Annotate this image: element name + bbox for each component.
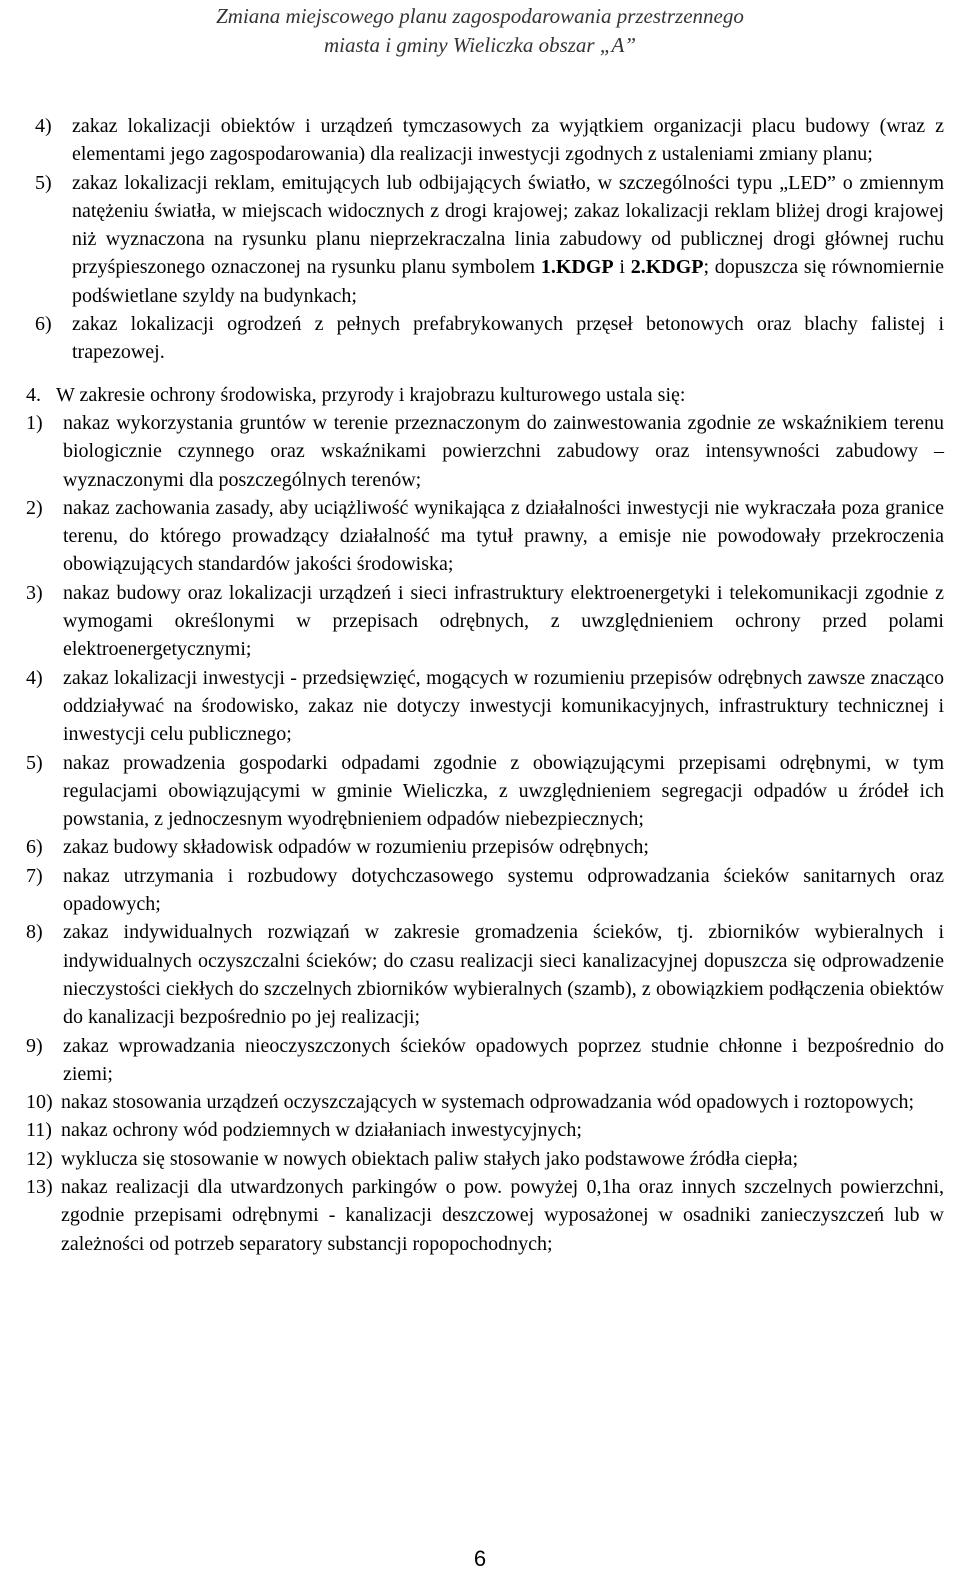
list-item [26,1173,944,1258]
list-item [26,1088,944,1116]
list-item [26,664,944,749]
item-text: nakaz ochrony wód podziemnych w działaniach inwestycyjnych; [61,1119,582,1142]
page-number: 6 [473,1546,487,1571]
list-item [26,169,944,310]
list-item [26,1145,944,1173]
item-number: 5) [35,171,52,194]
section-heading [26,381,944,409]
item-text: nakaz zachowania zasady, aby uciążliwość wynikająca z działalności inwestycji nie wykraczała poza granice terenu, do którego prowadzący działalność ma tytuł prawny, a emisje nie powodowały przekroczenia obowiązujących standardów jakości środowiska; [63,496,944,576]
list-item [26,918,944,1031]
list-item [26,833,944,861]
item-text: nakaz utrzymania i rozbudowy dotychczasowego systemu odprowadzania ścieków sanitarnych oraz opadowych; [63,864,944,916]
item-number: 1) [26,411,43,434]
item-text: wyklucza się stosowanie w nowych obiektach paliw stałych jako podstawowe źródła ciepła; [61,1147,799,1170]
item-number: 3) [26,581,43,604]
item-number: 2) [26,496,43,519]
symbol-2-kdgp: 2.KDGP [630,256,704,279]
item-text: zakaz lokalizacji obiektów i urządzeń tymczasowych za wyjątkiem organizacji placu budowy (wraz z elementami jego zagospodarowania) dla realizacji inwestycji zgodnych z ustaleniami zmiany planu; [72,115,944,166]
item-text: nakaz wykorzystania gruntów w terenie przeznaczonym do zainwestowania zgodnie ze wskaźnikiem terenu biologicznie czynnego oraz wskaźnikami powierzchni zabudowy oraz intensywności zabudowy – wyznaczonymi dla poszczególnych terenów; [63,411,944,491]
symbol-connector: i [613,256,631,279]
item-number: 11) [26,1119,52,1142]
list-item [26,579,944,664]
item-text: zakaz budowy składowisk odpadów w rozumieniu przepisów odrębnych; [63,836,649,859]
item-text: nakaz realizacji dla utwardzonych parkingów o pow. powyżej 0,1ha oraz innych szczelnych powierzchni, zgodnie przepisami odrębnymi - kanalizacji deszczowej wyposażonej w osadniki zanieczyszczeń lub w zależności od potrzeb separatory substancji ropopochodnych; [61,1175,944,1255]
list-item [26,1032,944,1089]
item-number: 4) [26,666,43,689]
section-number: 4. [26,383,41,406]
list-item [26,409,944,494]
item-text: nakaz prowadzenia gospodarki odpadami zgodnie z obowiązującymi przepisami odrębnymi, w tym regulacjami obowiązującymi w gminie Wieliczka, z uwzględnieniem segregacji odpadów u źródeł ich powstania, z jednoczesnym wyodrębnieniem odpadów niebezpiecznych; [63,751,944,831]
item-number: 5) [26,751,43,774]
list-item [26,112,944,169]
list-item [26,310,944,367]
symbol-1-kdgp: 1.KDGP [540,256,614,279]
item-text: zakaz indywidualnych rozwiązań w zakresie gromadzenia ścieków, tj. zbiorników wybieralnych i indywidualnych oczyszczalni ścieków; do czasu realizacji sieci kanalizacyjnej dopuszcza się odprowadzenie nieczystości ciekłych do szczelnych zbiorników wybieralnych (szamb), z obowiązkiem podłączenia obiektów do kanalizacji bezpośrednio po jej realizacji; [63,921,944,1029]
item-number: 4) [35,115,52,137]
item-text: zakaz wprowadzania nieoczyszczonych ścieków opadowych poprzez studnie chłonne i bezpośrednio do ziemi; [63,1034,944,1085]
header-line-1: Zmiana miejscowego planu zagospodarowania przestrzennego [216,4,744,28]
document-header [0,2,960,60]
item-text-after: ; dopuszcza się równomiernie podświetlane szyldy na budynkach; [72,256,944,307]
item-text-before: zakaz lokalizacji reklam, emitujących lub odbijających światło, w szczególności typu „LED” o zmiennym natężeniu światła, w miejscach widocznych z drogi krajowej; zakaz lokalizacji reklam bliżej drogi krajowej niż wyznaczona na rysunku planu nieprzekraczalna linia zabudowy od publicznej drogi głównej ruchu przyśpieszonego oznaczonej na rysunku planu symbolem [72,171,944,279]
environment-list [26,409,944,1258]
list-item [26,749,944,834]
list-item [26,862,944,919]
item-number: 6) [26,836,43,859]
item-number: 9) [26,1034,43,1057]
section-spacer [26,367,944,381]
item-text: nakaz stosowania urządzeń oczyszczających w systemach odprowadzania wód opadowych i roztopowych; [61,1091,914,1114]
list-item [26,494,944,579]
item-number: 13) [26,1175,53,1198]
list-item [26,1116,944,1144]
header-line-2: miasta i gminy Wieliczka obszar „A” [323,33,637,57]
item-number: 6) [35,313,52,336]
item-number: 10) [26,1091,53,1114]
item-text: zakaz lokalizacji ogrodzeń z pełnych prefabrykowanych przęseł betonowych oraz blachy falistej i trapezowej. [72,313,944,364]
item-text: zakaz lokalizacji inwestycji - przedsięwzięć, mogących w rozumieniu przepisów odrębnych zawsze znacząco oddziaływać na środowisko, zakaz nie dotyczy inwestycji komunikacyjnych, infrastruktury technicznej i inwestycji celu publicznego; [63,666,944,746]
document-body [26,112,944,1258]
item-text [72,169,944,310]
item-number: 12) [26,1147,53,1170]
item-number: 7) [26,864,43,887]
item-number: 8) [26,921,43,944]
restrictions-list [26,112,944,367]
section-title: W zakresie ochrony środowiska, przyrody i krajobrazu kulturowego ustala się: [56,383,686,406]
item-text: nakaz budowy oraz lokalizacji urządzeń i sieci infrastruktury elektroenergetyki i telekomunikacji zgodnie z wymogami określonymi w przepisach odrębnych, z uwzględnieniem ochrony przed polami elektroenergetycznymi; [63,581,944,661]
